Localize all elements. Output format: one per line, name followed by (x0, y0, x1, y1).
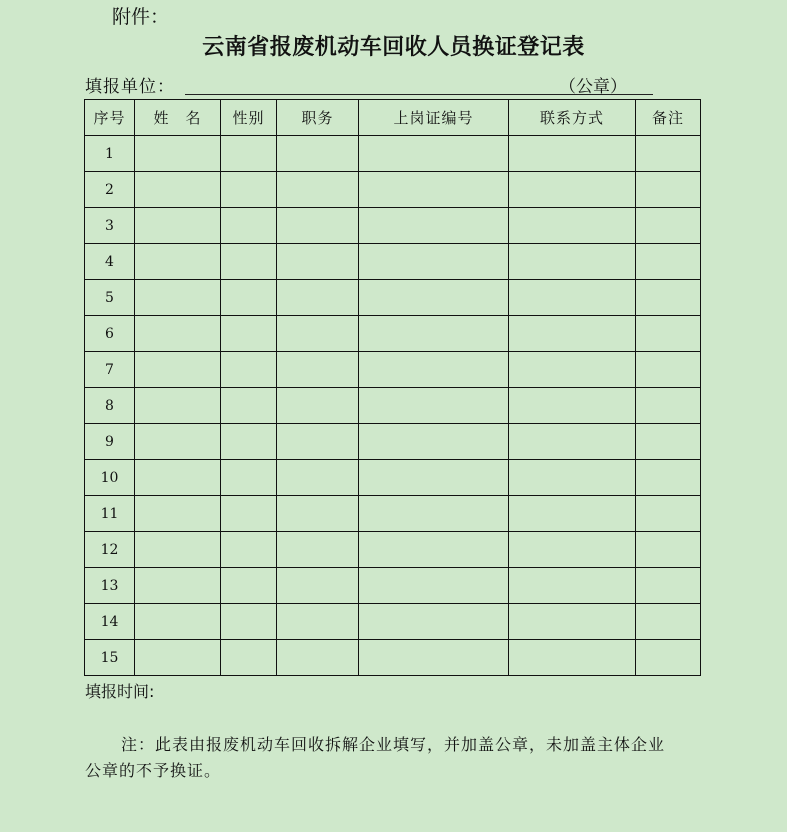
cell-gender[interactable] (221, 244, 277, 280)
cell-name[interactable] (135, 604, 221, 640)
cell-name[interactable] (135, 244, 221, 280)
row-number: 2 (85, 172, 135, 208)
row-number: 5 (85, 280, 135, 316)
cell-contact[interactable] (509, 244, 636, 280)
cell-contact[interactable] (509, 208, 636, 244)
cell-license-number[interactable] (359, 208, 509, 244)
header-gender: 性别 (221, 100, 277, 136)
cell-position[interactable] (277, 208, 359, 244)
cell-license-number[interactable] (359, 424, 509, 460)
cell-remarks[interactable] (636, 280, 701, 316)
cell-position[interactable] (277, 640, 359, 676)
cell-contact[interactable] (509, 280, 636, 316)
row-number: 3 (85, 208, 135, 244)
table-row (85, 604, 701, 640)
cell-license-number[interactable] (359, 640, 509, 676)
reporting-unit-row (85, 72, 645, 98)
seal-label: （公章） (559, 77, 627, 97)
cell-license-number[interactable] (359, 172, 509, 208)
cell-gender[interactable] (221, 316, 277, 352)
table-row (85, 640, 701, 676)
cell-name[interactable] (135, 136, 221, 172)
cell-remarks[interactable] (636, 172, 701, 208)
cell-gender[interactable] (221, 388, 277, 424)
cell-license-number[interactable] (359, 496, 509, 532)
cell-name[interactable] (135, 316, 221, 352)
cell-remarks[interactable] (636, 352, 701, 388)
cell-name[interactable] (135, 352, 221, 388)
row-number: 15 (85, 640, 135, 676)
header-contact: 联系方式 (509, 100, 636, 136)
cell-name[interactable] (135, 568, 221, 604)
fill-time-label: 填报时间: (85, 682, 155, 701)
cell-gender[interactable] (221, 424, 277, 460)
form-title: 云南省报废机动车回收人员换证登记表 (202, 34, 585, 60)
cell-gender[interactable] (221, 352, 277, 388)
cell-remarks[interactable] (636, 640, 701, 676)
header-position: 职务 (277, 100, 359, 136)
table-row (85, 424, 701, 460)
cell-position[interactable] (277, 532, 359, 568)
cell-position[interactable] (277, 136, 359, 172)
cell-name[interactable] (135, 496, 221, 532)
cell-contact[interactable] (509, 352, 636, 388)
header-name: 姓 名 (135, 100, 221, 136)
attachment-label: 附件： (112, 6, 170, 28)
cell-contact[interactable] (509, 568, 636, 604)
cell-remarks[interactable] (636, 496, 701, 532)
row-number: 9 (85, 424, 135, 460)
header-seq: 序号 (85, 100, 135, 136)
cell-remarks[interactable] (636, 424, 701, 460)
cell-position[interactable] (277, 388, 359, 424)
cell-license-number[interactable] (359, 532, 509, 568)
cell-position[interactable] (277, 604, 359, 640)
row-number: 4 (85, 244, 135, 280)
cell-gender[interactable] (221, 496, 277, 532)
cell-position[interactable] (277, 460, 359, 496)
row-number: 1 (85, 136, 135, 172)
cell-license-number[interactable] (359, 460, 509, 496)
table-row (85, 496, 701, 532)
cell-remarks[interactable] (636, 604, 701, 640)
cell-position[interactable] (277, 568, 359, 604)
table-body (85, 136, 701, 676)
cell-position[interactable] (277, 244, 359, 280)
registration-table (84, 99, 701, 676)
cell-contact[interactable] (509, 496, 636, 532)
cell-name[interactable] (135, 172, 221, 208)
cell-gender[interactable] (221, 172, 277, 208)
table-row (85, 460, 701, 496)
row-number: 10 (85, 460, 135, 496)
cell-remarks[interactable] (636, 568, 701, 604)
cell-contact[interactable] (509, 424, 636, 460)
cell-gender[interactable] (221, 280, 277, 316)
cell-position[interactable] (277, 424, 359, 460)
cell-gender[interactable] (221, 136, 277, 172)
cell-license-number[interactable] (359, 352, 509, 388)
cell-remarks[interactable] (636, 208, 701, 244)
table-row (85, 172, 701, 208)
cell-license-number[interactable] (359, 316, 509, 352)
cell-remarks[interactable] (636, 460, 701, 496)
cell-name[interactable] (135, 208, 221, 244)
cell-contact[interactable] (509, 532, 636, 568)
row-number: 12 (85, 532, 135, 568)
cell-remarks[interactable] (636, 316, 701, 352)
cell-gender[interactable] (221, 604, 277, 640)
cell-name[interactable] (135, 460, 221, 496)
cell-name[interactable] (135, 640, 221, 676)
cell-remarks[interactable] (636, 136, 701, 172)
table-row (85, 388, 701, 424)
table-row (85, 352, 701, 388)
cell-contact[interactable] (509, 604, 636, 640)
cell-gender[interactable] (221, 568, 277, 604)
table-row (85, 244, 701, 280)
cell-license-number[interactable] (359, 604, 509, 640)
table-row (85, 208, 701, 244)
reporting-unit-label: 填报单位： (85, 77, 175, 97)
footnote: 注：此表由报废机动车回收拆解企业填写，并加盖公章，未加盖主体企业公章的不予换证。 (85, 735, 666, 780)
cell-contact[interactable] (509, 640, 636, 676)
cell-gender[interactable] (221, 460, 277, 496)
cell-gender[interactable] (221, 532, 277, 568)
cell-name[interactable] (135, 280, 221, 316)
cell-contact[interactable] (509, 388, 636, 424)
cell-gender[interactable] (221, 640, 277, 676)
table-row (85, 316, 701, 352)
table-row (85, 532, 701, 568)
row-number: 11 (85, 496, 135, 532)
cell-position[interactable] (277, 172, 359, 208)
table-header-row (85, 100, 701, 136)
cell-gender[interactable] (221, 208, 277, 244)
row-number: 8 (85, 388, 135, 424)
table-row (85, 568, 701, 604)
cell-license-number[interactable] (359, 280, 509, 316)
cell-name[interactable] (135, 532, 221, 568)
cell-contact[interactable] (509, 136, 636, 172)
cell-position[interactable] (277, 316, 359, 352)
cell-license-number[interactable] (359, 244, 509, 280)
cell-name[interactable] (135, 424, 221, 460)
table-row (85, 280, 701, 316)
table-row (85, 136, 701, 172)
cell-license-number[interactable] (359, 568, 509, 604)
cell-remarks[interactable] (636, 244, 701, 280)
cell-contact[interactable] (509, 172, 636, 208)
cell-contact[interactable] (509, 460, 636, 496)
cell-contact[interactable] (509, 316, 636, 352)
row-number: 6 (85, 316, 135, 352)
cell-license-number[interactable] (359, 136, 509, 172)
cell-position[interactable] (277, 496, 359, 532)
cell-remarks[interactable] (636, 532, 701, 568)
cell-position[interactable] (277, 280, 359, 316)
row-number: 7 (85, 352, 135, 388)
cell-name[interactable] (135, 388, 221, 424)
cell-license-number[interactable] (359, 388, 509, 424)
row-number: 13 (85, 568, 135, 604)
cell-position[interactable] (277, 352, 359, 388)
header-remarks: 备注 (636, 100, 701, 136)
row-number: 14 (85, 604, 135, 640)
cell-remarks[interactable] (636, 388, 701, 424)
header-license-number: 上岗证编号 (359, 100, 509, 136)
